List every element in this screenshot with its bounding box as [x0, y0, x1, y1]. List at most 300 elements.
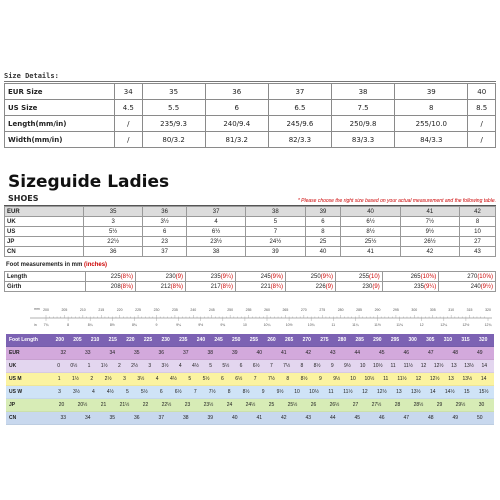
conversion-row-label: EUR	[6, 347, 49, 360]
ruler-in-tick-label: 9	[155, 323, 158, 327]
conversion-cell: 47	[427, 350, 434, 356]
measurement-inches: (9¼)	[423, 283, 437, 290]
ruler-in-tick-label: 9¼	[176, 323, 182, 327]
size-cell: 37	[143, 247, 187, 257]
conversion-cell: 23½	[203, 402, 214, 408]
conversion-cell: 8	[286, 376, 290, 382]
conversion-cell: 37	[182, 350, 189, 356]
ruler-mm-tick-label: 305	[429, 308, 436, 312]
size-cell: 80/3.2	[142, 132, 205, 148]
conversion-cell: 7	[253, 376, 257, 382]
conversion-cell: 5½	[222, 363, 230, 369]
conversion-cell: 4½	[169, 376, 177, 382]
conversion-cell: 5½	[202, 376, 210, 382]
size-cell: 235/9.3	[142, 116, 205, 132]
ruler-mm-tick-label: 250	[227, 308, 234, 312]
ruler-mm-tick-label: 215	[98, 308, 105, 312]
measurement-inches: (9½)	[480, 283, 493, 290]
ruler-in-label: in	[34, 323, 37, 327]
size-cell: 6½	[341, 217, 400, 227]
conversion-cell: 310	[443, 337, 453, 343]
measurement-inches: (8¾)	[270, 283, 283, 290]
ruler-mm-tick-label: 205	[61, 308, 68, 312]
size-cell: 9½	[400, 227, 459, 237]
conversion-cell: 300	[408, 337, 417, 343]
conversion-cell: 48	[427, 415, 434, 421]
conversion-cell: 11½	[397, 376, 407, 382]
size-cell: 41	[341, 247, 400, 257]
conversion-cell: 285	[355, 337, 364, 343]
conversion-cell: 12½	[433, 363, 444, 369]
conversion-cell: 11½	[343, 389, 353, 395]
conversion-cell: 12½	[377, 389, 387, 395]
measurement-inches: (9)	[175, 273, 183, 280]
size-cell: /	[468, 116, 496, 132]
measurement-cell	[136, 282, 186, 292]
conversion-cell: 49	[476, 350, 483, 356]
conversion-cell: 5	[209, 363, 213, 369]
size-cell: /	[115, 116, 143, 132]
conversion-cell: 24	[226, 402, 233, 408]
conversion-cell: 5	[125, 389, 129, 395]
size-details-divider	[4, 81, 496, 82]
ruler-mm-tick-label: 255	[245, 308, 252, 312]
size-cell: 4.5	[115, 100, 143, 116]
shoe-size-row	[5, 227, 496, 237]
conversion-cell: 13	[451, 363, 457, 369]
conversion-values-track	[49, 337, 494, 343]
conversion-cell: 20	[58, 402, 65, 408]
conversion-cell: 35	[133, 350, 140, 356]
conversion-cell: 10½	[364, 376, 375, 382]
measurement-cell	[336, 272, 383, 282]
conversion-cell: 44	[329, 415, 336, 421]
conversion-cell: 34	[84, 415, 91, 421]
conversion-cell: 270	[302, 337, 311, 343]
conversion-row	[6, 386, 494, 399]
shoe-size-row	[5, 217, 496, 227]
ruler-in-tick-label: 12	[419, 323, 424, 327]
conversion-cell: 9½	[333, 376, 341, 382]
size-cell: 43	[459, 247, 495, 257]
size-cell: 5	[246, 217, 305, 227]
conversion-values	[49, 373, 494, 386]
conversion-cell: 36	[133, 415, 140, 421]
conversion-cell: 41	[280, 350, 287, 356]
ruler-in-tick-label: 11¾	[396, 323, 403, 327]
conversion-cell: 2½	[104, 376, 112, 382]
shoe-size-row	[5, 247, 496, 257]
size-cell: 40	[468, 84, 496, 100]
conversion-values	[49, 399, 494, 412]
conversion-cell: 7	[270, 363, 273, 369]
conversion-cell: 1½	[72, 376, 79, 382]
size-cell: 8	[395, 100, 468, 116]
conversion-row	[6, 399, 494, 412]
measurement-mm: 230	[362, 283, 373, 290]
conversion-cell: 2	[90, 376, 94, 382]
conversion-cell: 25½	[287, 402, 298, 408]
conversion-values-track	[49, 363, 494, 369]
conversion-cell: 6	[221, 376, 224, 382]
measurement-cell	[382, 282, 439, 292]
conversion-cell: 35	[109, 415, 116, 421]
conversion-cell: 10½	[373, 363, 383, 369]
conversion-cell: 12½	[429, 376, 440, 382]
size-cell: 6½	[186, 227, 245, 237]
conversion-cell: 3½	[72, 389, 80, 395]
conversion-cell: 6½	[174, 389, 182, 395]
measurement-mm: 240	[470, 283, 481, 290]
conversion-cell: 39	[231, 350, 238, 356]
conversion-values-track	[49, 415, 494, 421]
conversion-cell: 6	[159, 389, 163, 395]
row-label: Length(mm/in)	[5, 116, 115, 132]
conversion-cell: 9	[261, 389, 265, 395]
conversion-cell: 205	[73, 337, 82, 343]
conversion-cell: 26½	[329, 402, 340, 408]
conversion-cell: 38	[182, 415, 189, 421]
header-cell: 35	[84, 207, 143, 217]
ruler-mm-tick-label: 270	[300, 308, 307, 312]
size-cell: 250/9.8	[331, 116, 394, 132]
conversion-cell: 10	[294, 389, 300, 395]
conversion-cell: 13½	[410, 389, 421, 395]
measurement-mm: 235	[413, 283, 424, 290]
header-cell: 42	[459, 207, 495, 217]
conversion-cell: 225	[143, 337, 153, 343]
measurement-mm: 245	[260, 273, 271, 280]
size-details-table	[4, 83, 496, 148]
measurement-inches: (9¼)	[220, 273, 233, 280]
size-cell: 240/9.4	[205, 116, 268, 132]
measurement-cell	[186, 282, 236, 292]
conversion-row	[6, 373, 494, 386]
conversion-cell: 12	[420, 363, 427, 369]
ruler-in-tick-label: 12¼	[440, 323, 448, 327]
conversion-cell: 3½	[161, 363, 169, 369]
ruler-mm-tick-label: 310	[448, 308, 455, 312]
measurement-inches: (8⅜)	[170, 283, 183, 290]
conversion-cell: 41	[256, 415, 263, 421]
measurement-mm: 265	[410, 273, 421, 280]
conversion-cell: 40	[231, 415, 238, 421]
header-cell: 38	[246, 207, 305, 217]
conversion-cell: 7½	[283, 363, 291, 369]
conversion-values	[49, 347, 494, 360]
size-cell: 26½	[400, 237, 459, 247]
size-cell: 25½	[341, 237, 400, 247]
measurement-mm: 235	[210, 273, 221, 280]
conversion-row-label: JP	[6, 399, 49, 412]
measurement-cell	[236, 272, 286, 282]
conversion-cell: 255	[249, 337, 259, 343]
conversion-cell: 37	[158, 415, 165, 421]
ruler-mm-tick-label: 260	[264, 308, 270, 312]
ruler-in-tick-label: 10½	[285, 323, 293, 327]
conversion-cell: 49	[452, 415, 459, 421]
conversion-cell: 210	[90, 337, 100, 343]
conversion-cell: 11	[390, 363, 396, 369]
ruler-mm-tick-label: 265	[282, 308, 289, 312]
measurement-inches: (9)	[325, 283, 333, 290]
size-cell: 245/9.6	[268, 116, 331, 132]
size-cell: 42	[400, 247, 459, 257]
size-cell: 40	[305, 247, 341, 257]
conversion-cell: 315	[461, 337, 470, 343]
conversion-cell: 24½	[245, 402, 256, 408]
measurement-note: * Please choose the right size based on your actual measurement and the following table.	[297, 198, 496, 204]
conversion-cell: 9½	[276, 389, 284, 395]
measurement-cell	[382, 272, 439, 282]
conversion-cell: 6½	[235, 376, 243, 382]
conversion-cell: 9	[319, 376, 322, 382]
size-cell: 5.5	[142, 100, 205, 116]
ruler-in-tick-label: 8¼	[87, 323, 93, 327]
conversion-cell: 320	[479, 337, 488, 343]
size-cell: 23	[143, 237, 187, 247]
conversion-cell: 13	[448, 376, 454, 382]
measurement-mm: 255	[359, 273, 370, 280]
conversion-cell: 1½	[100, 363, 108, 369]
conversion-cell: 10	[350, 376, 356, 382]
size-cell: 4	[186, 217, 245, 227]
conversion-cell: 4½	[106, 389, 114, 395]
conversion-cell: 47	[403, 415, 410, 421]
ruler-mm-tick-label: 300	[411, 308, 418, 312]
measurement-cell	[236, 282, 286, 292]
measurement-row	[5, 282, 496, 292]
conversion-cell: 10	[359, 363, 366, 369]
conversion-cell: 22	[142, 402, 149, 408]
conversion-cell: 220	[126, 337, 135, 343]
size-cell: 39	[246, 247, 305, 257]
conversion-row-label: US M	[6, 373, 49, 386]
ruler-mm-tick-label: 235	[171, 308, 178, 312]
conversion-cell: 14	[430, 389, 436, 395]
measurement-cell	[286, 282, 336, 292]
conversion-row-label: Foot Length	[6, 334, 49, 347]
conversion-values-track	[49, 376, 494, 382]
size-cell: 8	[459, 217, 495, 227]
measurement-cell	[186, 272, 236, 282]
conversion-values-track	[49, 350, 494, 356]
measurement-inches: (8⅛)	[120, 283, 133, 290]
measurement-cell	[439, 272, 496, 282]
conversion-cell: 280	[337, 337, 347, 343]
conversion-cell: 0	[57, 363, 60, 369]
conversion-cell: 240	[196, 337, 206, 343]
size-cell: 8½	[341, 227, 400, 237]
conversion-cell: 265	[284, 337, 294, 343]
conversion-cell: 13	[396, 389, 402, 395]
conversion-cell: 34	[109, 350, 116, 356]
conversion-cell: 0½	[70, 363, 78, 369]
measurement-mm: 230	[165, 273, 176, 280]
ruler-mm-tick-label: 295	[392, 308, 399, 312]
conversion-cell: 36	[158, 350, 165, 356]
ruler-mm-tick-label: 230	[153, 308, 160, 312]
ruler-mm-label: mm	[34, 307, 40, 311]
size-cell: 6	[143, 227, 187, 237]
measurement-mm: 212	[160, 283, 171, 290]
conversion-cell: 4	[155, 376, 159, 382]
measurement-inches: (8½)	[220, 283, 233, 290]
conversion-cell: 290	[373, 337, 382, 343]
measurement-inches: (9¾)	[320, 273, 333, 280]
conversion-cell: 21½	[119, 402, 130, 408]
size-cell: 5½	[84, 227, 143, 237]
conversion-cell: 13½	[462, 376, 473, 382]
conversion-cell: 8½	[313, 363, 321, 369]
row-label: CN	[5, 247, 84, 257]
measurement-inches: (9)	[372, 283, 380, 290]
shoe-size-table	[4, 206, 496, 257]
size-cell: 23½	[186, 237, 245, 247]
ruler-mm-tick-label: 275	[319, 308, 326, 312]
size-cell: 82/3.3	[268, 132, 331, 148]
conversion-cell: 42	[280, 415, 287, 421]
conversion-cell: 15	[463, 389, 470, 395]
ruler-in-tick-label: 9½	[198, 323, 204, 327]
conversion-cell: 33	[60, 415, 67, 421]
conversion-cell: 42	[305, 350, 312, 356]
conversion-values	[49, 360, 494, 373]
conversion-cell: 9½	[343, 363, 351, 369]
foot-measurement-table	[4, 271, 496, 292]
size-details-row	[5, 132, 496, 148]
measurement-inches: (10⅝)	[477, 273, 493, 280]
conversion-cell: 33	[84, 350, 91, 356]
conversion-row-label: UK	[6, 360, 49, 373]
conversion-values-track	[49, 389, 494, 395]
size-cell: 3	[84, 217, 143, 227]
conversion-row-label: CN	[6, 412, 49, 425]
size-details-title: Size Details:	[4, 72, 59, 80]
row-label: JP	[5, 237, 84, 247]
ruler-mm-tick-label: 225	[135, 308, 142, 312]
row-label: Width(mm/in)	[5, 132, 115, 148]
conversion-row-label: US W	[6, 386, 49, 399]
size-cell: 27	[459, 237, 495, 247]
size-cell: 34	[115, 84, 143, 100]
conversion-cell: 27½	[371, 402, 382, 408]
measurement-cell	[439, 282, 496, 292]
conversion-cell: 6½	[252, 363, 260, 369]
conversion-cell: 43	[329, 350, 336, 356]
ruler-mm-tick-label: 285	[356, 308, 363, 312]
size-cell: 38	[331, 84, 394, 100]
size-cell: 25	[305, 237, 341, 247]
row-label: US	[5, 227, 84, 237]
measurement-row	[5, 272, 496, 282]
ruler-in-tick-label: 10¾	[307, 323, 315, 327]
conversion-cell: 8	[300, 363, 304, 369]
conversion-cell: 14	[481, 363, 488, 369]
conversion-cell: 10½	[309, 389, 319, 395]
conversion-cell: 7½	[267, 376, 275, 382]
size-cell: 6	[305, 217, 341, 227]
conversion-cell: 5	[188, 376, 192, 382]
ruler-mm-tick-label: 245	[208, 308, 215, 312]
size-conversion-chart	[6, 334, 494, 425]
conversion-cell: 11½	[403, 363, 413, 369]
conversion-cell: 46	[378, 415, 385, 421]
ruler-mm-tick-label: 240	[190, 308, 197, 312]
conversion-cell: 295	[390, 337, 400, 343]
ruler-in-tick-label: 7¾	[43, 323, 49, 327]
measurement-inches: (8¾)	[120, 273, 133, 280]
size-cell: 255/10.0	[395, 116, 468, 132]
conversion-cell: 2	[118, 363, 121, 369]
conversion-cell: 8½	[242, 389, 250, 395]
conversion-cell: 260	[267, 337, 276, 343]
size-cell: 36	[84, 247, 143, 257]
measurement-mm: 250	[310, 273, 321, 280]
size-cell: 81/3.2	[205, 132, 268, 148]
ruler-in-tick-label: 12½	[462, 323, 470, 327]
conversion-cell: 48	[452, 350, 459, 356]
measurement-mm: 225	[110, 273, 121, 280]
ruler-in-tick-label: 11¼	[352, 323, 359, 327]
conversion-cell: 245	[214, 337, 223, 343]
ruler-in-tick-label: 8½	[109, 323, 115, 327]
header-cell: 39	[305, 207, 341, 217]
conversion-cell: 7½	[208, 389, 216, 395]
row-label: UK	[5, 217, 84, 227]
conversion-cell: 7	[193, 389, 197, 395]
row-label: Girth	[5, 282, 86, 292]
measurement-mm: 226	[315, 283, 326, 290]
size-cell: 84/3.3	[395, 132, 468, 148]
measurement-inches: (10)	[369, 273, 380, 280]
size-details-row	[5, 84, 496, 100]
foot-measurements-unit: (inches)	[84, 262, 108, 268]
ruler-in-tick-label: 10¼	[263, 323, 271, 327]
size-details-row	[5, 100, 496, 116]
conversion-cell: 4	[92, 389, 95, 395]
conversion-cell: 40	[256, 350, 263, 356]
shoe-size-row	[5, 237, 496, 247]
ruler-mm-tick-label: 220	[116, 308, 123, 312]
conversion-cell: 11	[383, 376, 389, 382]
measurement-inches: (10⅜)	[420, 273, 437, 280]
conversion-cell: 1	[87, 363, 91, 369]
conversion-cell: 8½	[300, 376, 308, 382]
conversion-cell: 22½	[161, 402, 172, 408]
row-label: EUR Size	[5, 84, 115, 100]
conversion-cell: 25	[268, 402, 275, 408]
conversion-cell: 39	[207, 415, 214, 421]
conversion-cell: 5½	[140, 389, 148, 395]
conversion-cell: 4½	[191, 363, 199, 369]
ruler-in-tick-label: 12¾	[484, 323, 492, 327]
measurement-cell	[86, 282, 136, 292]
size-cell: 10	[459, 227, 495, 237]
measurement-mm: 208	[110, 283, 121, 290]
foot-measurements-label: Foot measurements in mm	[6, 262, 83, 268]
header-cell: 41	[400, 207, 459, 217]
conversion-cell: 29½	[455, 402, 466, 408]
conversion-row	[6, 347, 494, 360]
size-cell: 36	[205, 84, 268, 100]
conversion-cell: 44	[354, 350, 361, 356]
size-cell: 7½	[400, 217, 459, 227]
conversion-cell: 43	[305, 415, 312, 421]
conversion-row	[6, 334, 494, 347]
size-cell: 8	[305, 227, 341, 237]
size-cell: 7.5	[331, 100, 394, 116]
